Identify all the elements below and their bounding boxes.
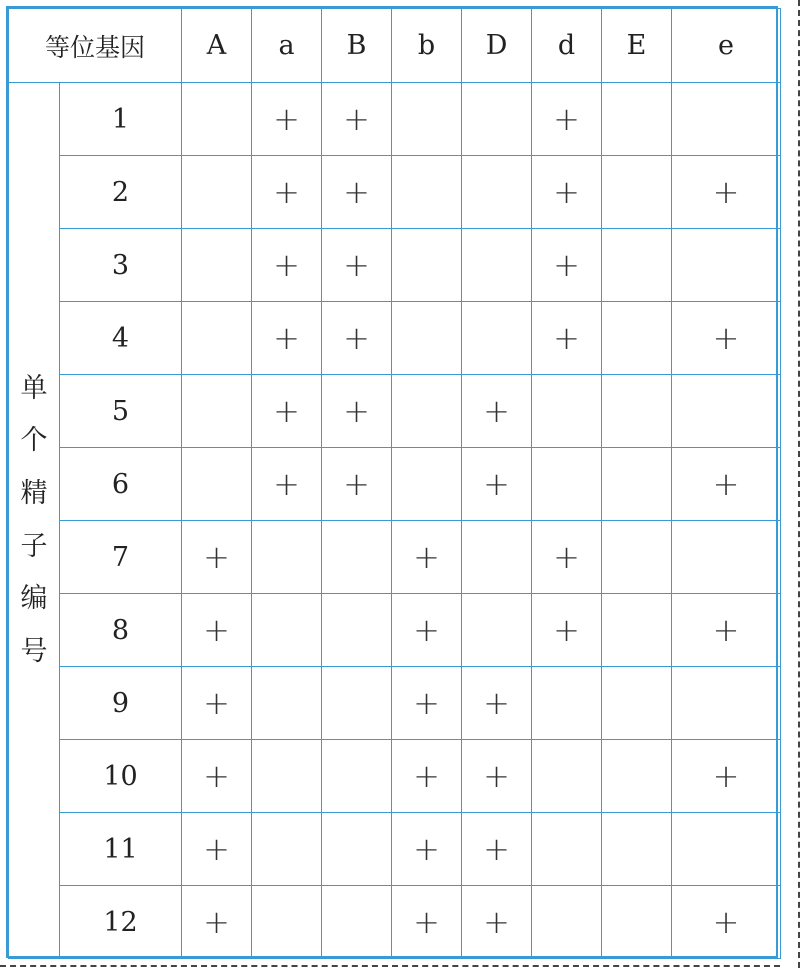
allele-cell-b [392,302,462,375]
allele-cell-d: + [532,156,602,229]
allele-header: b [392,9,462,83]
allele-cell-d [532,813,602,886]
sperm-number: 7 [60,521,182,594]
side-label-char: 号 [20,635,48,667]
sperm-number: 8 [60,594,182,667]
table-row [9,302,781,375]
sperm-number: 4 [60,302,182,375]
allele-cell-d: + [532,302,602,375]
allele-cell-d [532,886,602,959]
allele-cell-E [602,740,672,813]
allele-cell-D [462,521,532,594]
allele-cell-E [602,229,672,302]
allele-header: E [602,9,672,83]
allele-header: A [182,9,252,83]
allele-cell-a: + [252,156,322,229]
allele-cell-E [602,886,672,959]
allele-cell-a [252,813,322,886]
allele-cell-D: + [462,375,532,448]
allele-cell-D: + [462,448,532,521]
table-row [9,521,781,594]
allele-cell-b: + [392,594,462,667]
allele-header: D [462,9,532,83]
allele-cell-b: + [392,886,462,959]
table-body [9,83,781,959]
allele-cell-e [672,229,781,302]
allele-cell-A: + [182,667,252,740]
corner-header: 等位基因 [9,9,182,83]
allele-cell-A [182,83,252,156]
allele-cell-e: + [672,302,781,375]
allele-cell-B: + [322,375,392,448]
table-row [9,229,781,302]
allele-cell-e [672,83,781,156]
allele-cell-B [322,667,392,740]
allele-cell-A: + [182,594,252,667]
allele-cell-E [602,594,672,667]
allele-cell-B [322,740,392,813]
sperm-number: 12 [60,886,182,959]
allele-cell-D [462,156,532,229]
allele-cell-e: + [672,740,781,813]
allele-cell-e [672,521,781,594]
allele-cell-a: + [252,302,322,375]
allele-cell-D [462,302,532,375]
allele-cell-b [392,375,462,448]
allele-cell-B [322,521,392,594]
allele-cell-a [252,667,322,740]
allele-table-container [6,6,778,958]
table-row [9,594,781,667]
allele-cell-a: + [252,229,322,302]
sperm-number-side-label [9,83,60,959]
allele-cell-a [252,521,322,594]
allele-cell-d: + [532,229,602,302]
allele-cell-D [462,229,532,302]
allele-cell-d: + [532,83,602,156]
allele-cell-B: + [322,302,392,375]
allele-cell-D: + [462,813,532,886]
allele-cell-d [532,375,602,448]
allele-cell-a: + [252,375,322,448]
side-label-char: 个 [20,425,48,457]
allele-cell-b: + [392,740,462,813]
table-row [9,667,781,740]
allele-cell-E [602,521,672,594]
allele-header: a [252,9,322,83]
side-label-char: 精 [20,477,48,509]
allele-cell-B: + [322,83,392,156]
allele-cell-A: + [182,521,252,594]
allele-cell-e: + [672,886,781,959]
allele-cell-E [602,156,672,229]
allele-cell-d: + [532,521,602,594]
allele-cell-B: + [322,229,392,302]
table-row [9,83,781,156]
sperm-number: 2 [60,156,182,229]
allele-cell-b [392,156,462,229]
allele-cell-E [602,83,672,156]
allele-cell-A [182,229,252,302]
allele-cell-E [602,448,672,521]
allele-header: B [322,9,392,83]
allele-cell-a [252,886,322,959]
allele-cell-E [602,302,672,375]
dashed-cut-line-bottom [0,965,780,967]
allele-cell-D [462,594,532,667]
allele-cell-b: + [392,667,462,740]
sperm-number: 5 [60,375,182,448]
dashed-cut-line-right [798,0,800,968]
allele-header: d [532,9,602,83]
sperm-number: 9 [60,667,182,740]
allele-cell-E [602,375,672,448]
allele-cell-B: + [322,448,392,521]
allele-cell-b: + [392,521,462,594]
header-row [9,9,781,83]
allele-cell-A: + [182,813,252,886]
allele-cell-e [672,813,781,886]
allele-cell-a: + [252,83,322,156]
sperm-number: 1 [60,83,182,156]
table-row [9,813,781,886]
table-row [9,448,781,521]
allele-cell-A: + [182,740,252,813]
table-row [9,156,781,229]
side-label-char: 编 [20,583,48,615]
allele-cell-e: + [672,448,781,521]
allele-cell-A: + [182,886,252,959]
table-row [9,886,781,959]
allele-cell-b [392,83,462,156]
allele-cell-e: + [672,594,781,667]
allele-header: e [672,9,781,83]
allele-cell-b [392,229,462,302]
sperm-number: 10 [60,740,182,813]
allele-cell-A [182,156,252,229]
allele-cell-b [392,448,462,521]
allele-cell-D: + [462,886,532,959]
allele-cell-D: + [462,667,532,740]
allele-cell-B [322,813,392,886]
allele-cell-e [672,375,781,448]
allele-cell-d [532,667,602,740]
allele-cell-e [672,667,781,740]
allele-cell-d: + [532,594,602,667]
allele-table [8,8,781,959]
allele-cell-A [182,448,252,521]
allele-cell-e: + [672,156,781,229]
allele-cell-B [322,594,392,667]
table-row [9,375,781,448]
allele-cell-a: + [252,448,322,521]
allele-cell-D [462,83,532,156]
allele-cell-B [322,886,392,959]
allele-cell-a [252,594,322,667]
allele-cell-b: + [392,813,462,886]
side-label-char: 子 [20,530,48,562]
allele-cell-A [182,302,252,375]
allele-cell-d [532,740,602,813]
allele-cell-A [182,375,252,448]
allele-cell-D: + [462,740,532,813]
side-label-char: 单 [20,372,48,404]
sperm-number: 11 [60,813,182,886]
allele-cell-d [532,448,602,521]
sperm-number: 3 [60,229,182,302]
allele-cell-B: + [322,156,392,229]
allele-cell-E [602,667,672,740]
allele-cell-E [602,813,672,886]
allele-cell-a [252,740,322,813]
table-row [9,740,781,813]
sperm-number: 6 [60,448,182,521]
